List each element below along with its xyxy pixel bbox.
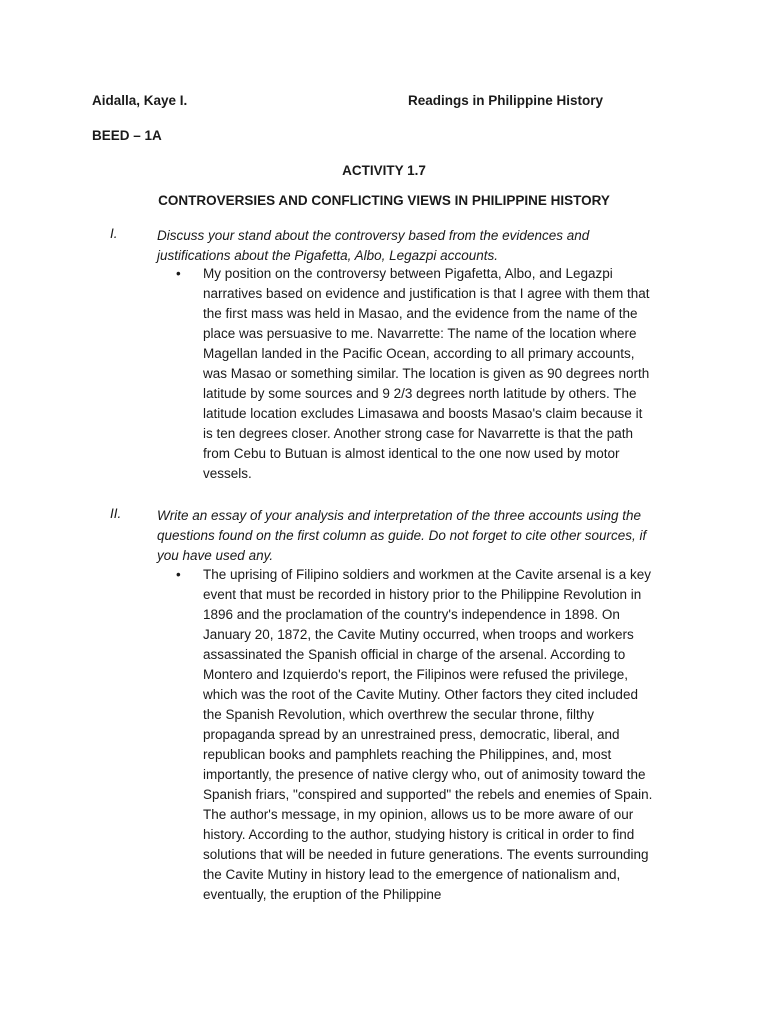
roman-numeral: II. — [110, 506, 122, 521]
activity-subtitle: CONTROVERSIES AND CONFLICTING VIEWS IN PHILIPPINE HISTORY — [158, 193, 610, 208]
question-text: Discuss your stand about the controversy based from the evidences and justifications about the Pigafetta, Albo, Legazpi accounts. — [157, 228, 590, 263]
activity-title: ACTIVITY 1.7 — [342, 163, 426, 178]
course-title: Readings in Philippine History — [408, 93, 604, 108]
answer-text: The uprising of Filipino soldiers and workmen at the Cavite arsenal is a key event that must be recorded in history prior to the Philippine Revolution in 1896 and the proclamation of the country's independence in 1898. On January 20, 1872, the Cavite Mutiny occurred, when troops and workers assassinated the Spanish official in charge of the arsenal. According to Montero and Izquierdo's report, the Filipinos were refused the privilege, which was the root of the Cavite Mutiny. Other factors they cited included the Spanish Revolution, which overthrew the secular throne, filthy propaganda spread by an unrestrained press, democratic, liberal, and republican books and pamphlets reaching the Philippines, and, most importantly, the presence of native clergy who, out of animosity toward the Spanish friars, "conspired and supported" the rebels and enemies of Spain. The author's message, in my opinion, allows us to be more aware of our history. According to the author, studying history is critical in order to find solutions that will be needed in future generations. The events surrounding the Cavite Mutiny in history lead to the emergence of nationalism and, eventually, the eruption of the Philippine — [203, 567, 653, 902]
bullet-icon: • — [176, 266, 181, 281]
answer-text: My position on the controversy between Pigafetta, Albo, and Legazpi narratives based on evidence and justification is that I agree with them that the first mass was held in Masao, and the evidence from the name of the place was persuasive to me. Navarrette: The name of the location where Magellan landed in the Pacific Ocean, according to all primary accounts, was Masao or something similar. The location is given as 90 degrees north latitude by some sources and 9 2/3 degrees north latitude by others. The latitude location excludes Limasawa and boosts Masao's claim because it is ten degrees closer. Another strong case for Navarrette is that the path from Cebu to Butuan is almost identical to the one now used by motor vessels. — [203, 266, 650, 481]
roman-numeral: I. — [110, 226, 118, 241]
bullet-icon: • — [176, 567, 181, 582]
question-text: Write an essay of your analysis and interpretation of the three accounts using the questions found on the first column as guide. Do not forget to cite other sources, if you have used any. — [157, 508, 647, 563]
section-label: BEED – 1A — [92, 128, 162, 143]
student-name: Aidalla, Kaye I. — [92, 93, 188, 108]
